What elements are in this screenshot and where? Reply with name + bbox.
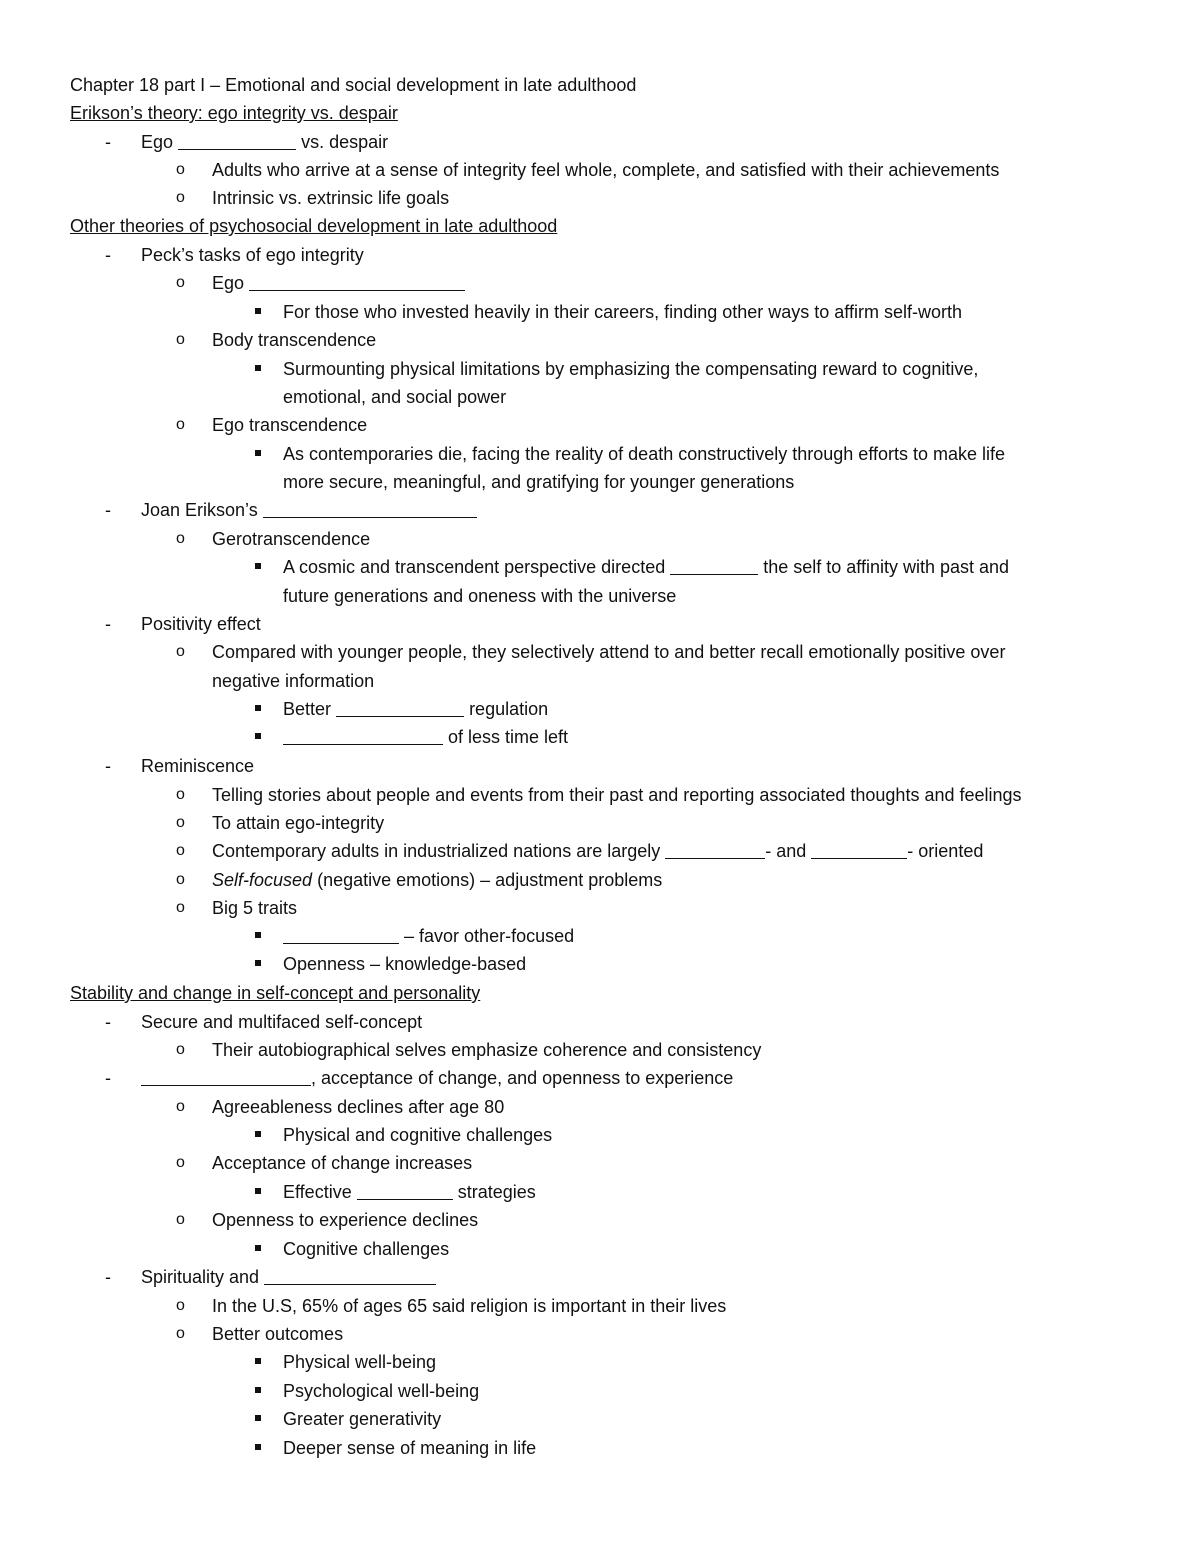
circle-bullet: o	[176, 643, 185, 660]
circle-bullet: o	[176, 416, 185, 433]
square-bullet	[255, 1434, 261, 1462]
circle-bullet: o	[176, 189, 185, 206]
square-bullet	[255, 1377, 261, 1405]
list-item: o Acceptance of change increases	[212, 1149, 472, 1177]
dash-bullet: -	[105, 500, 111, 520]
list-item: o Big 5 traits	[212, 894, 297, 922]
list-item: Cognitive challenges	[283, 1235, 449, 1263]
square-bullet	[255, 553, 261, 581]
list-item: o To attain ego-integrity	[212, 809, 384, 837]
fill-in-blank	[336, 698, 464, 717]
list-item: As contemporaries die, facing the reality of death constructively through efforts to make life	[283, 440, 1005, 468]
fill-in-blank	[264, 1266, 436, 1285]
list-item: Deeper sense of meaning in life	[283, 1434, 536, 1462]
circle-bullet: o	[176, 1098, 185, 1115]
square-bullet	[255, 695, 261, 723]
list-item: Physical and cognitive challenges	[283, 1121, 552, 1149]
list-item: - Peck’s tasks of ego integrity	[141, 241, 364, 269]
circle-bullet: o	[176, 786, 185, 803]
circle-bullet: o	[176, 530, 185, 547]
list-item: - Reminiscence	[141, 752, 254, 780]
square-bullet	[255, 298, 261, 326]
list-item: - , acceptance of change, and openness to experience	[141, 1064, 733, 1092]
fill-in-blank	[178, 131, 296, 150]
list-item: – favor other-focused	[283, 922, 574, 950]
fill-in-blank	[665, 840, 765, 859]
circle-bullet: o	[176, 1297, 185, 1314]
list-item-continuation: emotional, and social power	[283, 387, 507, 407]
square-bullet	[255, 723, 261, 751]
list-item: Better regulation	[283, 695, 548, 723]
list-item: Physical well-being	[283, 1348, 436, 1376]
square-bullet	[255, 1178, 261, 1206]
dash-bullet: -	[105, 1068, 111, 1088]
list-item: o Compared with younger people, they selectively attend to and better recall emotionally positive over	[212, 638, 1005, 666]
list-item: o Openness to experience declines	[212, 1206, 478, 1234]
circle-bullet: o	[176, 1154, 185, 1171]
circle-bullet: o	[176, 274, 185, 291]
list-item: o Contemporary adults in industrialized nations are largely - and - oriented	[212, 837, 983, 865]
square-bullet	[255, 950, 261, 978]
circle-bullet: o	[176, 1211, 185, 1228]
square-bullet	[255, 1348, 261, 1376]
list-item: Psychological well-being	[283, 1377, 479, 1405]
list-item: o Ego transcendence	[212, 411, 367, 439]
list-item: Openness – knowledge-based	[283, 950, 526, 978]
fill-in-blank	[249, 272, 465, 291]
fill-in-blank	[263, 499, 477, 518]
list-item: o Adults who arrive at a sense of integrity feel whole, complete, and satisfied with their achievements	[212, 156, 999, 184]
fill-in-blank	[283, 925, 399, 944]
circle-bullet: o	[176, 1325, 185, 1342]
list-item: o Body transcendence	[212, 326, 376, 354]
list-item: o Gerotranscendence	[212, 525, 370, 553]
square-bullet	[255, 922, 261, 950]
list-item: - Secure and multifaced self-concept	[141, 1008, 422, 1036]
page-title: Chapter 18 part I – Emotional and social development in late adulthood	[70, 75, 637, 95]
list-item: o Ego	[212, 269, 465, 297]
dash-bullet: -	[105, 245, 111, 265]
square-bullet	[255, 1405, 261, 1433]
list-item: o Better outcomes	[212, 1320, 343, 1348]
list-item: - Positivity effect	[141, 610, 261, 638]
list-item: Effective strategies	[283, 1178, 536, 1206]
list-item: Surmounting physical limitations by emphasizing the compensating reward to cognitive,	[283, 355, 978, 383]
fill-in-blank	[357, 1181, 453, 1200]
list-item: o In the U.S, 65% of ages 65 said religion is important in their lives	[212, 1292, 726, 1320]
circle-bullet: o	[176, 871, 185, 888]
fill-in-blank	[811, 840, 907, 859]
circle-bullet: o	[176, 842, 185, 859]
list-item: For those who invested heavily in their careers, finding other ways to affirm self-worth	[283, 298, 962, 326]
fill-in-blank	[283, 726, 443, 745]
dash-bullet: -	[105, 1012, 111, 1032]
circle-bullet: o	[176, 814, 185, 831]
circle-bullet: o	[176, 899, 185, 916]
circle-bullet: o	[176, 331, 185, 348]
dash-bullet: -	[105, 756, 111, 776]
list-item: o Self-focused (negative emotions) – adjustment problems	[212, 866, 662, 894]
list-item: Greater generativity	[283, 1405, 441, 1433]
list-item-continuation: more secure, meaningful, and gratifying for younger generations	[283, 472, 795, 492]
list-item: - Joan Erikson’s	[141, 496, 477, 524]
section-heading-erikson: Erikson’s theory: ego integrity vs. despair	[70, 103, 398, 123]
square-bullet	[255, 1121, 261, 1149]
list-item: - Ego vs. despair	[141, 128, 388, 156]
fill-in-blank	[141, 1067, 311, 1086]
list-item: A cosmic and transcendent perspective directed the self to affinity with past and	[283, 553, 1009, 581]
list-item: of less time left	[283, 723, 568, 751]
dash-bullet: -	[105, 132, 111, 152]
circle-bullet: o	[176, 161, 185, 178]
square-bullet	[255, 1235, 261, 1263]
list-item: - Spirituality and	[141, 1263, 436, 1291]
list-item: o Intrinsic vs. extrinsic life goals	[212, 184, 449, 212]
list-item: o Agreeableness declines after age 80	[212, 1093, 504, 1121]
dash-bullet: -	[105, 614, 111, 634]
list-item: o Their autobiographical selves emphasize coherence and consistency	[212, 1036, 761, 1064]
circle-bullet: o	[176, 1041, 185, 1058]
fill-in-blank	[670, 556, 758, 575]
square-bullet	[255, 355, 261, 383]
list-item-continuation: negative information	[212, 671, 375, 691]
section-heading-other-theories: Other theories of psychosocial development in late adulthood	[70, 216, 558, 236]
section-heading-stability: Stability and change in self-concept and personality	[70, 983, 481, 1003]
dash-bullet: -	[105, 1267, 111, 1287]
list-item-continuation: future generations and oneness with the universe	[283, 586, 677, 606]
list-item: o Telling stories about people and events from their past and reporting associated thoughts and feelings	[212, 781, 1022, 809]
square-bullet	[255, 440, 261, 468]
